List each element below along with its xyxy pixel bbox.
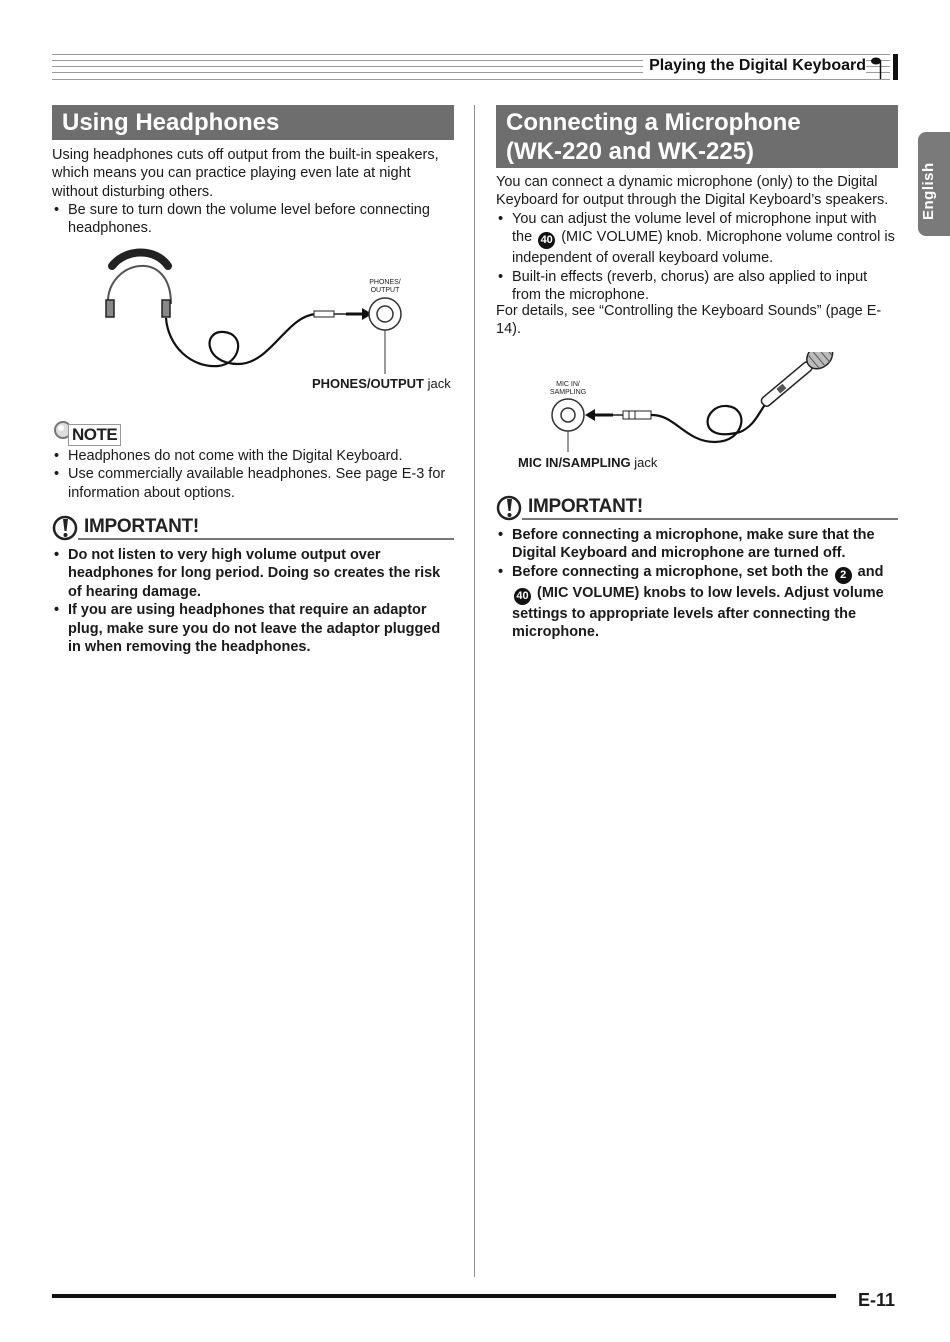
- list-item: • Do not listen to very high volume output over headphones for long period. Doing so creates the risk of hearing damage.: [52, 546, 454, 601]
- microphone-details: For details, see “Controlling the Keyboard Sounds” (page E-14).: [496, 303, 882, 338]
- footer-rule: [52, 1294, 836, 1298]
- list-item: [496, 563, 898, 642]
- important-heading-right: [496, 494, 898, 524]
- list-item: • Be sure to turn down the volume level before connecting headphones.: [52, 201, 452, 238]
- mic-cable: [651, 402, 767, 442]
- column-divider: [474, 105, 475, 1277]
- knob-number-40: 40: [514, 588, 531, 605]
- headphones-headband: [108, 266, 171, 304]
- caption-rest: jack: [630, 455, 658, 470]
- important-heading-left: [52, 514, 454, 544]
- caption-bold: MIC IN/SAMPLING: [518, 455, 631, 470]
- note-label: NOTE: [68, 424, 121, 446]
- running-title: Playing the Digital Keyboard: [643, 57, 866, 75]
- headphones-right-cup: [162, 300, 170, 317]
- headphones-bullets: [52, 201, 452, 238]
- note-items: [52, 447, 452, 502]
- important-label: IMPORTANT!: [528, 496, 643, 517]
- header-end-bar: [893, 54, 898, 80]
- knob-number-2: 2: [835, 567, 852, 584]
- bullet-text: (MIC VOLUME) knobs to low levels. Adjust volume settings to appropriate levels after connecting the microphone.: [512, 584, 884, 641]
- section-heading-headphones: [52, 105, 454, 140]
- headphones-connection-figure: [96, 246, 426, 381]
- caption-rest: jack: [423, 376, 451, 391]
- microphone-icon: [756, 352, 838, 412]
- important-items-right: [496, 526, 898, 642]
- bullet-text: (MIC VOLUME) knob. Microphone volume control is independent of overall keyboard volume.: [512, 229, 895, 267]
- section-heading-text: Using Headphones: [62, 109, 280, 136]
- jack-label-line2: OUTPUT: [370, 287, 400, 294]
- section-heading-line1: Connecting a Microphone: [506, 109, 801, 136]
- headphones-left-cup: [106, 300, 114, 317]
- phones-jack-caption: [312, 376, 451, 391]
- list-item: • Use commercially available headphones. See page E-3 for information about options.: [52, 465, 452, 502]
- list-item: • Headphones do not come with the Digital Keyboard.: [52, 447, 452, 465]
- note-heading: [52, 420, 142, 448]
- warning-icon: [496, 494, 524, 524]
- language-tab: [918, 132, 950, 236]
- mic-jack-caption: [518, 455, 657, 470]
- jack-label-line1: PHONES/: [369, 279, 401, 286]
- warning-icon: [52, 514, 80, 544]
- bullet-text: You can adjust the volume level of microphone input with the: [512, 211, 877, 246]
- language-tab-label: English: [920, 162, 937, 220]
- list-item: • If you are using headphones that require an adaptor plug, make sure you do not leave the adaptor plugged in when removing the headphones.: [52, 601, 454, 656]
- section-heading-microphone: [496, 105, 898, 168]
- list-item: • Before connecting a microphone, make sure that the Digital Keyboard and microphone are turned off.: [496, 526, 898, 563]
- music-note-icon: [870, 52, 888, 80]
- microphone-connection-figure: [545, 352, 855, 454]
- mic-jack-label-line1: MIC IN/: [556, 381, 580, 388]
- mic-jack-label-line2: SAMPLING: [549, 389, 587, 396]
- important-label: IMPORTANT!: [84, 516, 199, 537]
- microphone-bullets: [496, 210, 898, 305]
- mic-plug: [623, 411, 651, 419]
- bullet-text: Before connecting a microphone, set both the: [512, 563, 833, 580]
- page-number: E-11: [858, 1290, 896, 1310]
- list-item: • Built-in effects (reverb, chorus) are also applied to input from the microphone.: [496, 268, 898, 305]
- important-items-left: [52, 546, 454, 656]
- microphone-intro: You can connect a dynamic microphone (only) to the Digital Keyboard for output through the Digital Keyboard’s speakers.: [496, 174, 889, 209]
- bullet-text: and: [853, 563, 884, 580]
- section-heading-line2: (WK-220 and WK-225): [506, 138, 755, 165]
- list-item: [496, 210, 898, 268]
- mic-volume-knob-number: 40: [538, 232, 555, 249]
- caption-bold: PHONES/OUTPUT: [312, 376, 424, 391]
- headphones-plug: [314, 311, 334, 317]
- headphones-cable: [166, 314, 316, 366]
- headphones-intro: Using headphones cuts off output from the built-in speakers, which means you can practice playing even late at night without disturbing others.: [52, 147, 439, 200]
